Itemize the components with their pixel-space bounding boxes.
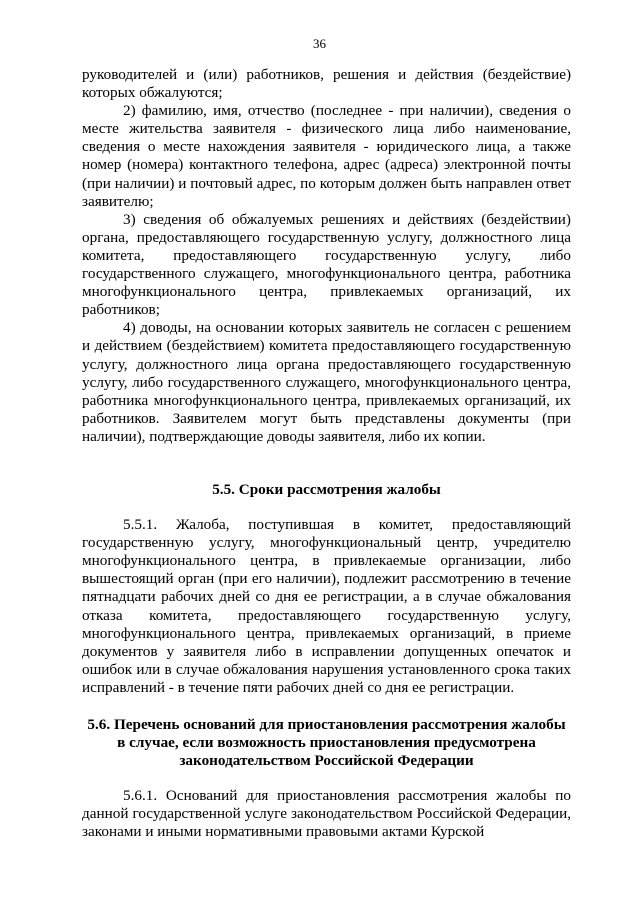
paragraph-continuation: руководителей и (или) работников, решения и действия (бездействие) которых обжалуются;	[82, 66, 571, 102]
paragraph-5-5-1: 5.5.1. Жалоба, поступившая в комитет, предоставляющий государственную услугу, многофункциональный центр, учредителю многофункционального центра, в привлекаемые организации, либо вышестоящий орган (при его наличии), подлежит рассмотрению в течение пятнадцати рабочих дней со дня ее регистрации, а в случае обжалования отказа комитета, предоставляющего государственную услугу, многофункционального центра, привлекаемых организаций, в приеме документов у заявителя либо в исправлении допущенных опечаток и ошибок или в случае обжалования нарушения установленного срока таких исправлений - в течение пяти рабочих дней со дня ее регистрации.	[82, 516, 571, 696]
paragraph-5-6-1: 5.6.1. Оснований для приостановления рассмотрения жалобы по данной государственной услуге законодательством Российской Федерации, законами и иными нормативными правовыми актами Курской	[82, 787, 571, 841]
paragraph-item-3: 3) сведения об обжалуемых решениях и действиях (бездействии) органа, предоставляющего государственную услугу, должностного лица комитета, предоставляющего государственную услугу, либо государственного служащего, многофункционального центра, работника многофункционального центра, привлекаемых организаций, их работников;	[82, 210, 571, 319]
section-heading-5-6: 5.6. Перечень оснований для приостановления рассмотрения жалобы в случае, если возможность приостановления предусмотрена законодательством Российской Федерации	[87, 716, 566, 770]
paragraph-item-2: 2) фамилию, имя, отчество (последнее - при наличии), сведения о месте жительства заявителя - физического лица либо наименование, сведения о месте нахождения заявителя - юридического лица, а также номер (номера) контактного телефона, адрес (адреса) электронной почты (при наличии) и почтовый адрес, по которым должен быть направлен ответ заявителю;	[82, 102, 571, 210]
section-heading-5-5: 5.5. Сроки рассмотрения жалобы	[212, 480, 441, 498]
document-body	[82, 66, 571, 842]
paragraph-item-4: 4) доводы, на основании которых заявитель не согласен с решением и действием (бездействием) комитета предоставляющего государственную услугу, должностного лица органа предоставляющего государственную услугу, либо государственного служащего, многофункционального центра, работника многофункционального центра, привлекаемых организаций, их работников. Заявителем могут быть представлены документы (при наличии), подтверждающие доводы заявителя, либо их копии.	[82, 319, 571, 445]
page-number: 36	[313, 36, 326, 51]
